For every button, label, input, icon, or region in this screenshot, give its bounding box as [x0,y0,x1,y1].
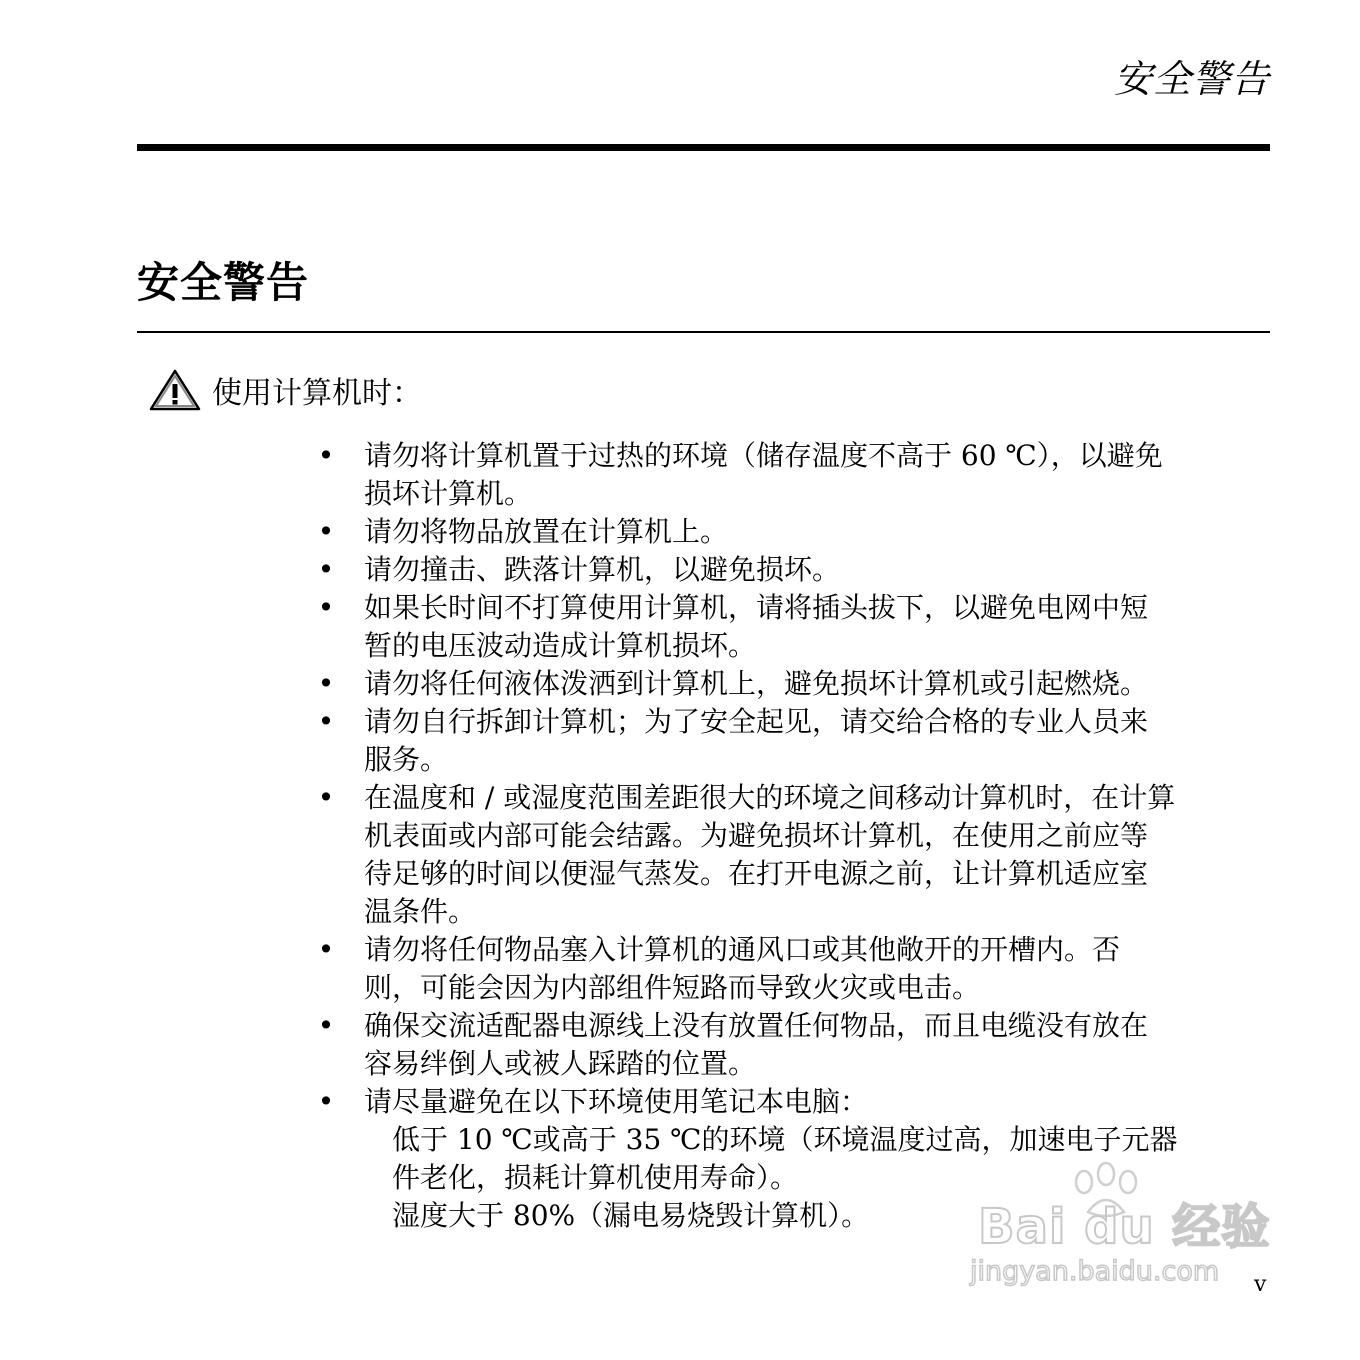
sub-line: 湿度大于 80%（漏电易烧毁计算机）。 [392,1199,870,1232]
bullet-dot: • [317,553,335,586]
bullet-line: 如果长时间不打算使用计算机，请将插头拔下，以避免电网中短 [364,591,1149,624]
header-rule [137,144,1270,151]
bullet-item [316,1007,1276,1083]
bullet-item [316,1083,1276,1235]
bullet-dot: • [317,667,335,700]
bullet-dot: • [317,781,335,814]
bullet-line: 请勿将物品放置在计算机上。 [364,515,729,548]
bullet-line: 请尽量避免在以下环境使用笔记本电脑： [364,1085,869,1118]
warning-heading [148,368,422,412]
bullet-dot: • [317,705,335,738]
bullet-line: 温条件。 [364,895,477,928]
bullet-line: 请勿将计算机置于过热的环境（储存温度不高于 60 ℃），以避免 [364,439,1163,472]
watermark-brand: Bai du 经验 [978,1199,1271,1255]
bullet-line: 损坏计算机。 [364,477,533,510]
bullet-line: 请勿将任何物品塞入计算机的通风口或其他敞开的开槽内。否 [364,933,1121,966]
safety-bullet-list [316,437,1276,1235]
bullet-line: 请勿将任何液体泼洒到计算机上，避免损坏计算机或引起燃烧。 [364,667,1149,700]
section-rule [137,331,1270,333]
sub-line: 件老化，损耗计算机使用寿命）。 [392,1161,799,1194]
bullet-item [316,703,1276,779]
warning-label: 使用计算机时： [212,376,422,411]
bullet-item [316,665,1276,703]
bullet-line: 待足够的时间以便湿气蒸发。在打开电源之前，让计算机适应室 [364,857,1149,890]
bullet-item [316,931,1276,1007]
bullet-line: 容易绊倒人或被人踩踏的位置。 [364,1047,757,1080]
bullet-item [316,551,1276,589]
bullet-line: 请勿撞击、跌落计算机，以避免损坏。 [364,553,841,586]
sub-line: 低于 10 ℃或高于 35 ℃的环境（环境温度过高，加速电子元器 [392,1123,1178,1156]
bullet-dot: • [317,591,335,624]
section-title: 安全警告 [137,258,310,307]
bullet-dot: • [317,439,335,472]
warning-triangle-icon [148,368,202,412]
running-header: 安全警告 [1113,57,1270,101]
bullet-item [316,437,1276,513]
bullet-line: 在温度和 / 或湿度范围差距很大的环境之间移动计算机时，在计算 [364,781,1176,814]
bullet-item [316,779,1276,931]
bullet-line: 确保交流适配器电源线上没有放置任何物品，而且电缆没有放在 [364,1009,1149,1042]
bullet-item [316,513,1276,551]
bullet-dot: • [317,933,335,966]
bullet-line: 服务。 [364,743,449,776]
bullet-line: 机表面或内部可能会结露。为避免损坏计算机，在使用之前应等 [364,819,1149,852]
bullet-line: 请勿自行拆卸计算机；为了安全起见，请交给合格的专业人员来 [364,705,1149,738]
bullet-item [316,589,1276,665]
bullet-line: 暂的电压波动造成计算机损坏。 [364,629,757,662]
page-number: v [1254,1272,1267,1297]
watermark-url: jingyan.baidu.com [970,1256,1220,1287]
bullet-dot: • [317,1009,335,1042]
bullet-dot: • [317,1085,335,1118]
bullet-dot: • [317,515,335,548]
bullet-line: 则，可能会因为内部组件短路而导致火灾或电击。 [364,971,981,1004]
